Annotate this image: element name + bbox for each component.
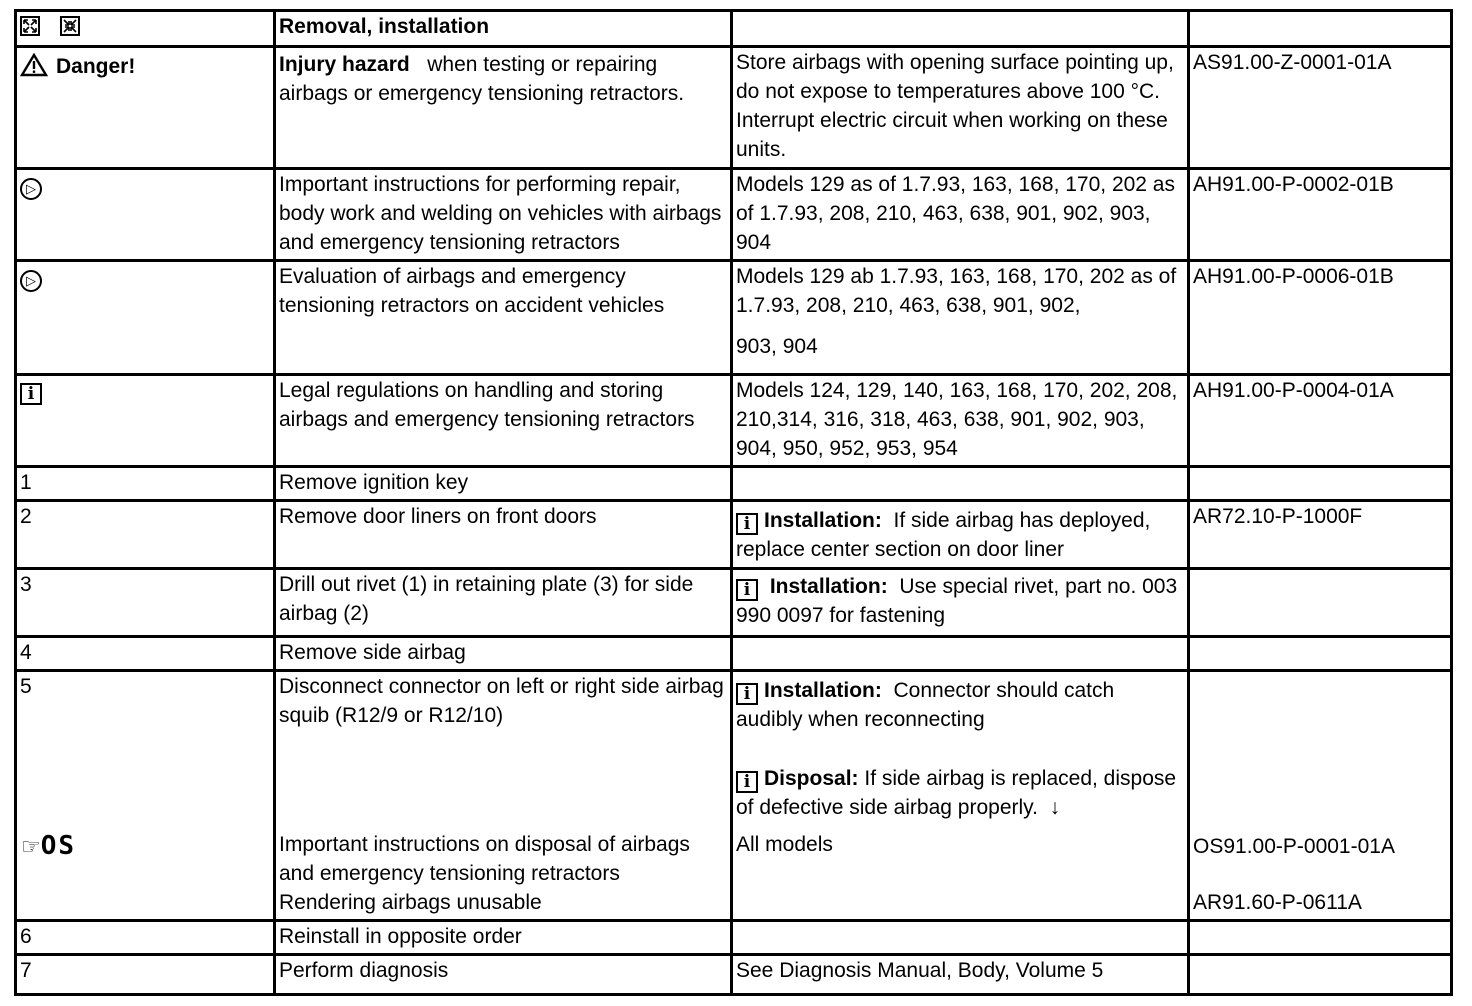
hazard-label: Injury hazard (279, 53, 410, 76)
step-number: 6 (16, 921, 275, 955)
installation-label: Installation: (764, 509, 882, 532)
step-number: 4 (16, 637, 275, 671)
note-ref: AH91.00-P-0004-01A (1189, 375, 1452, 467)
note-row (16, 261, 1452, 375)
step-number: 2 (16, 501, 275, 569)
note-row (16, 375, 1452, 467)
note-circle-icon: ▷ (20, 178, 42, 200)
step-row (16, 569, 1452, 637)
note-icon-cell (16, 169, 275, 261)
installation-text: Connector should catch audibly when reconnecting (736, 679, 1115, 731)
note-text: Legal regulations on handling and storing airbags and emergency tensioning retractors (275, 375, 732, 467)
note-circle-icon: ▷ (20, 270, 42, 292)
note-ref: AH91.00-P-0006-01B (1189, 261, 1452, 375)
step-note: See Diagnosis Manual, Body, Volume 5 (732, 955, 1189, 995)
step-ref: AR72.10-P-1000F (1189, 501, 1452, 569)
os-marker (21, 832, 76, 862)
installation-icon (60, 16, 80, 36)
note-models-cont: 903, 904 (736, 335, 818, 358)
step-text: Disconnect connector on left or right side airbag squib (R12/9 or R12/10) (279, 675, 724, 727)
step-text: Perform diagnosis (275, 955, 732, 995)
step-text: Remove side airbag (275, 637, 732, 671)
step-ref (1189, 467, 1452, 501)
note-text: Evaluation of airbags and emergency tensioning retractors on accident vehicles (275, 261, 732, 375)
note-models: Models 129 ab 1.7.93, 163, 168, 170, 202 as of 1.7.93, 208, 210, 463, 638, 901, 902, (736, 265, 1177, 317)
all-models: All models (736, 833, 833, 856)
note-row (16, 169, 1452, 261)
step-row (16, 955, 1452, 995)
step-number: 1 (16, 467, 275, 501)
info-icon: i (736, 513, 758, 535)
step-number: 5 (20, 675, 32, 698)
step-text: Remove door liners on front doors (275, 501, 732, 569)
disposal-instructions-text: Important instructions on disposal of airbags and emergency tensioning retractors (279, 833, 690, 885)
danger-advice: Store airbags with opening surface pointing up, do not expose to temperatures above 100 °C. Interrupt electric circuit when working on these units. (732, 47, 1189, 169)
danger-ref: AS91.00-Z-0001-01A (1189, 47, 1452, 169)
step-ref-cell (1189, 671, 1452, 921)
danger-label: Danger! (56, 55, 136, 78)
disposal-instructions (279, 830, 727, 917)
installation-label: Installation: (764, 679, 882, 702)
step-note (732, 637, 1189, 671)
removal-icon (20, 16, 40, 36)
step-note-cell (732, 671, 1189, 921)
header-empty-1 (732, 11, 1189, 47)
disposal-text: If side airbag is replaced, dispose of defective side airbag properly. (736, 767, 1177, 819)
step-row (16, 501, 1452, 569)
step-ref (1189, 569, 1452, 637)
down-arrow-icon: ↓ (1049, 796, 1061, 819)
step-row (16, 921, 1452, 955)
rendering-unusable-text: Rendering airbags unusable (279, 891, 542, 914)
pointing-hand-icon: ☞ (21, 834, 41, 859)
os-label: OS (40, 831, 77, 861)
info-icon: i (20, 383, 42, 405)
step-note (732, 569, 1189, 637)
step-text-cell (275, 671, 732, 921)
step-number: 3 (16, 569, 275, 637)
info-icon: i (736, 683, 758, 705)
step-row (16, 467, 1452, 501)
installation-note (736, 676, 1184, 734)
info-icon: i (736, 771, 758, 793)
procedure-table (14, 9, 1453, 996)
step-text: Drill out rivet (1) in retaining plate (3) for side airbag (2) (275, 569, 732, 637)
warning-triangle-icon (20, 53, 48, 85)
header-title: Removal, installation (275, 11, 732, 47)
note-text: Important instructions for performing repair, body work and welding on vehicles with airbags and emergency tensioning retractors (275, 169, 732, 261)
note-ref: AH91.00-P-0002-01B (1189, 169, 1452, 261)
disposal-ref: OS91.00-P-0001-01A (1193, 835, 1395, 858)
danger-text-cell (275, 47, 732, 169)
step-row (16, 671, 1452, 921)
installation-text: Use special rivet, part no. 003 990 0097 for fastening (736, 575, 1178, 627)
step-text: Remove ignition key (275, 467, 732, 501)
note-models: Models 124, 129, 140, 163, 168, 170, 202, 208, 210,314, 316, 318, 463, 638, 901, 902, 903, 904, 950, 952, 953, 954 (732, 375, 1189, 467)
step-note (732, 501, 1189, 569)
header-icons-cell (16, 11, 275, 47)
step-note (732, 467, 1189, 501)
installation-label: Installation: (769, 575, 888, 598)
danger-row (16, 47, 1452, 169)
note-models: Models 129 as of 1.7.93, 163, 168, 170, 202 as of 1.7.93, 208, 210, 463, 638, 901, 902, 903, 904 (732, 169, 1189, 261)
step-note (732, 921, 1189, 955)
step-ref (1189, 637, 1452, 671)
note-icon-cell (16, 261, 275, 375)
danger-label-cell (16, 47, 275, 169)
header-empty-2 (1189, 11, 1452, 47)
step-number: 7 (16, 955, 275, 995)
disposal-label: Disposal: (764, 767, 859, 790)
step-row (16, 637, 1452, 671)
note-models-cell (732, 261, 1189, 375)
info-icon: i (736, 579, 758, 601)
disposal-note (736, 764, 1184, 822)
step-ref (1189, 955, 1452, 995)
header-row (16, 11, 1452, 47)
hazard-text: when testing or repairing airbags or emergency tensioning retractors. (279, 53, 685, 105)
step-text: Reinstall in opposite order (275, 921, 732, 955)
rendering-ref: AR91.60-P-0611A (1193, 891, 1362, 914)
note-icon-cell (16, 375, 275, 467)
step-ref (1189, 921, 1452, 955)
step-number-cell (16, 671, 275, 921)
installation-text: If side airbag has deployed, replace center section on door liner (736, 509, 1151, 561)
